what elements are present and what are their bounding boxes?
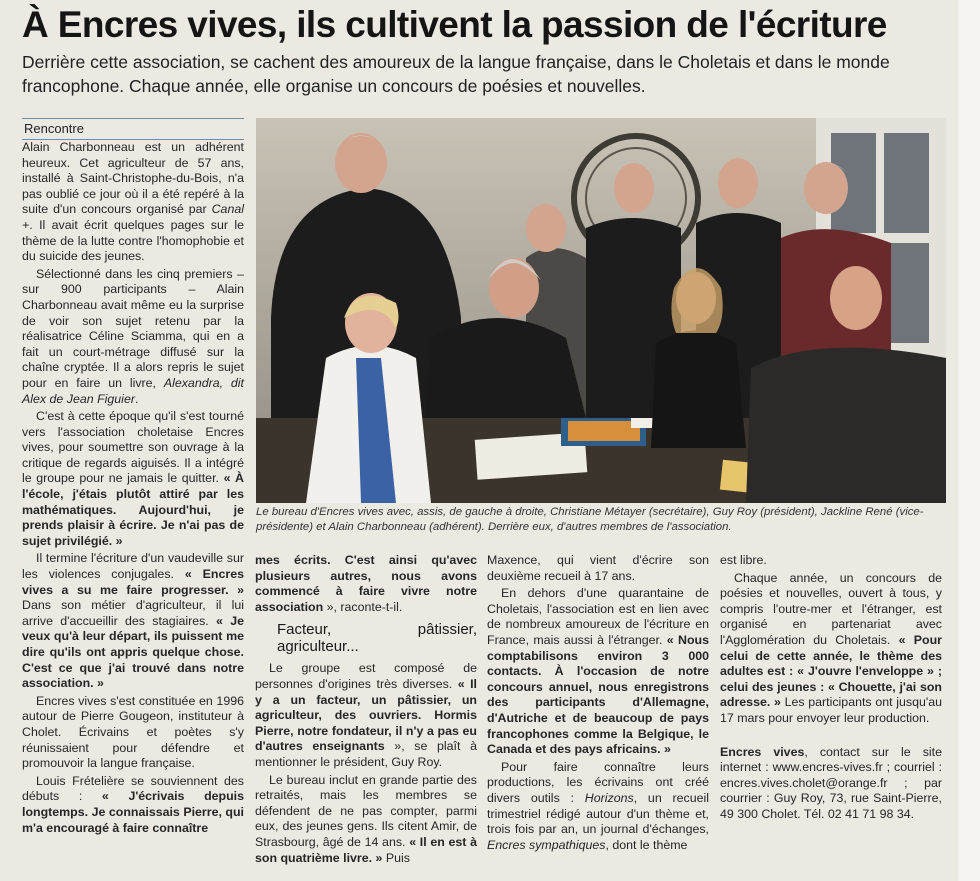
column-4 xyxy=(720,553,942,825)
standfirst: Derrière cette association, se cachent des amoureux de la langue française, dans le Choletais et dans le monde francophone. Chaque année, elle organise un concours de poésies et nouvelles. xyxy=(22,52,890,96)
paragraph: Chaque année, un concours de poésies et nouvelles, ouvert à tous, y compris l'outre-mer et l'étranger, est organisé en partenariat avec l'Agglomération du Choletais. « Pour celui de cette année, le thème des adultes est : « J'ouvre l'enveloppe » ; celui des jeunes : « Chouette, j'ai son adresse. » Les participants ont jusqu'au 17 mars pour envoyer leur production. xyxy=(720,570,943,725)
column-2 xyxy=(255,553,477,868)
headline: À Encres vives, ils cultivent la passion de l'écriture xyxy=(22,4,887,45)
column-3 xyxy=(487,553,709,855)
paragraph: Maxence, qui vient d'écrire son deuxième recueil à 17 ans. xyxy=(487,553,709,583)
paragraph: mes écrits. C'est ainsi qu'avec plusieurs autres, nous avons commencé à faire vivre notre association », raconte-t-il. xyxy=(255,553,477,614)
paragraph: C'est à cette époque qu'il s'est tourné vers l'association choletaise Encres vives, pour soumettre son ouvrage à la critique de regards aiguisés. Il a intégré le groupe pour ne jamais le quitter. « À l'école, j'étais plutôt attiré par les mathématiques. Aujourd'hui, je prends plaisir à écrire. Je n'ai pas de sujet privilégié. » xyxy=(22,409,244,548)
photo-caption: Le bureau d'Encres vives avec, assis, de gauche à droite, Christiane Métayer (secrétaire), Guy Roy (président), Jackline René (vice-présidente) et Alain Charbonneau (adhérent). Derrière eux, d'autres membres de l'association. xyxy=(256,506,924,533)
column-1 xyxy=(22,140,244,838)
paragraph: est libre. xyxy=(720,553,767,567)
paragraph: Pour faire connaître leurs productions, les écrivains ont créé divers outils : Horizons, un recueil trimestriel rédigé autour d'un thème et, trois fois par an, un journal d'échanges, Encres sympathiques, dont le thème xyxy=(487,759,709,852)
paragraph: Le bureau inclut en grande partie des retraités, mais les membres se défendent de ne pas compter, parmi eux, des jeunes gens. Ils citent Amir, de Strasbourg, âgé de 14 ans. « Il en est à son quatrième livre. » Puis xyxy=(255,772,477,865)
group-photo xyxy=(256,118,946,503)
paragraph: En dehors d'une quarantaine de Choletais, l'association est en lien avec de nombreux amoureux de l'écriture en France, mais aussi à l'étranger. « Nous comptabilisons environ 3 000 contacts. À l'occasion de notre concours annuel, nous enregistrons des participants d'Allemagne, d'Autriche et de beaucoup de pays francophones comme la Belgique, le Canada et des pays africains. » xyxy=(487,586,710,757)
paragraph: Sélectionné dans les cinq premiers – sur 900 participants – Alain Charbonneau avait même eu la surprise de voir son sujet retenu par la réalisatrice Céline Sciamma, qui en a fait un court-métrage diffusé sur la chaîne cryptée. Il a alors repris le sujet pour en faire un livre, Alexandra, dit Alex de Jean Figuier. xyxy=(22,266,244,406)
rubric-label: Rencontre xyxy=(22,118,244,140)
contact-info: Encres vives, contact sur le site internet : www.encres-vives.fr ; courriel : encres.vives.cholet@orange.fr ; par courrier : Guy Roy, 73, rue Saint-Pierre, 49 300 Cholet. Tél. 02 41 71 98 34. xyxy=(720,744,942,821)
paragraph: Il termine l'écriture d'un vaudeville sur les violences conjugales. « Encres vives a su me faire progresser. » Dans son métier d'agriculteur, il lui arrive d'accueillir des stagiaires. « Je veux qu'à leur départ, ils puissent me dire qu'ils ont appris quelque chose. C'est ce que j'ai trouvé dans notre association. » xyxy=(22,551,245,691)
photo-illustration xyxy=(256,118,946,503)
page-edge xyxy=(958,0,980,881)
paragraph: Le groupe est composé de personnes d'origines très diverses. « Il y a un facteur, un pâtissier, un agriculteur, des ouvriers. Hormis Pierre, notre fondateur, il n'y a pas eu d'autres enseignants », se plaît à mentionner le président, Guy Roy. xyxy=(255,661,478,769)
subheading: Facteur, pâtissier, agriculteur... xyxy=(277,621,477,656)
paragraph: Alain Charbonneau est un adhérent heureux. Cet agriculteur de 57 ans, installé à Saint-Christophe-du-Bois, n'a pas oublié ce jour où il a été repéré à la suite d'un concours organisé par Canal +. Il avait écrit quelques pages sur le thème de la lutte contre l'homophobie et du suicide des jeunes. xyxy=(22,140,244,264)
paragraph: Louis Frételière se souviennent des débuts : « J'écrivais depuis longtemps. Je connaissais Pierre, qui m'a encouragé à faire connaître xyxy=(22,773,244,835)
paragraph: Encres vives s'est constituée en 1996 autour de Pierre Gougeon, instituteur à Cholet. Écrivains et poètes s'y réunissaient pour défendre et promouvoir la langue française. xyxy=(22,693,244,771)
